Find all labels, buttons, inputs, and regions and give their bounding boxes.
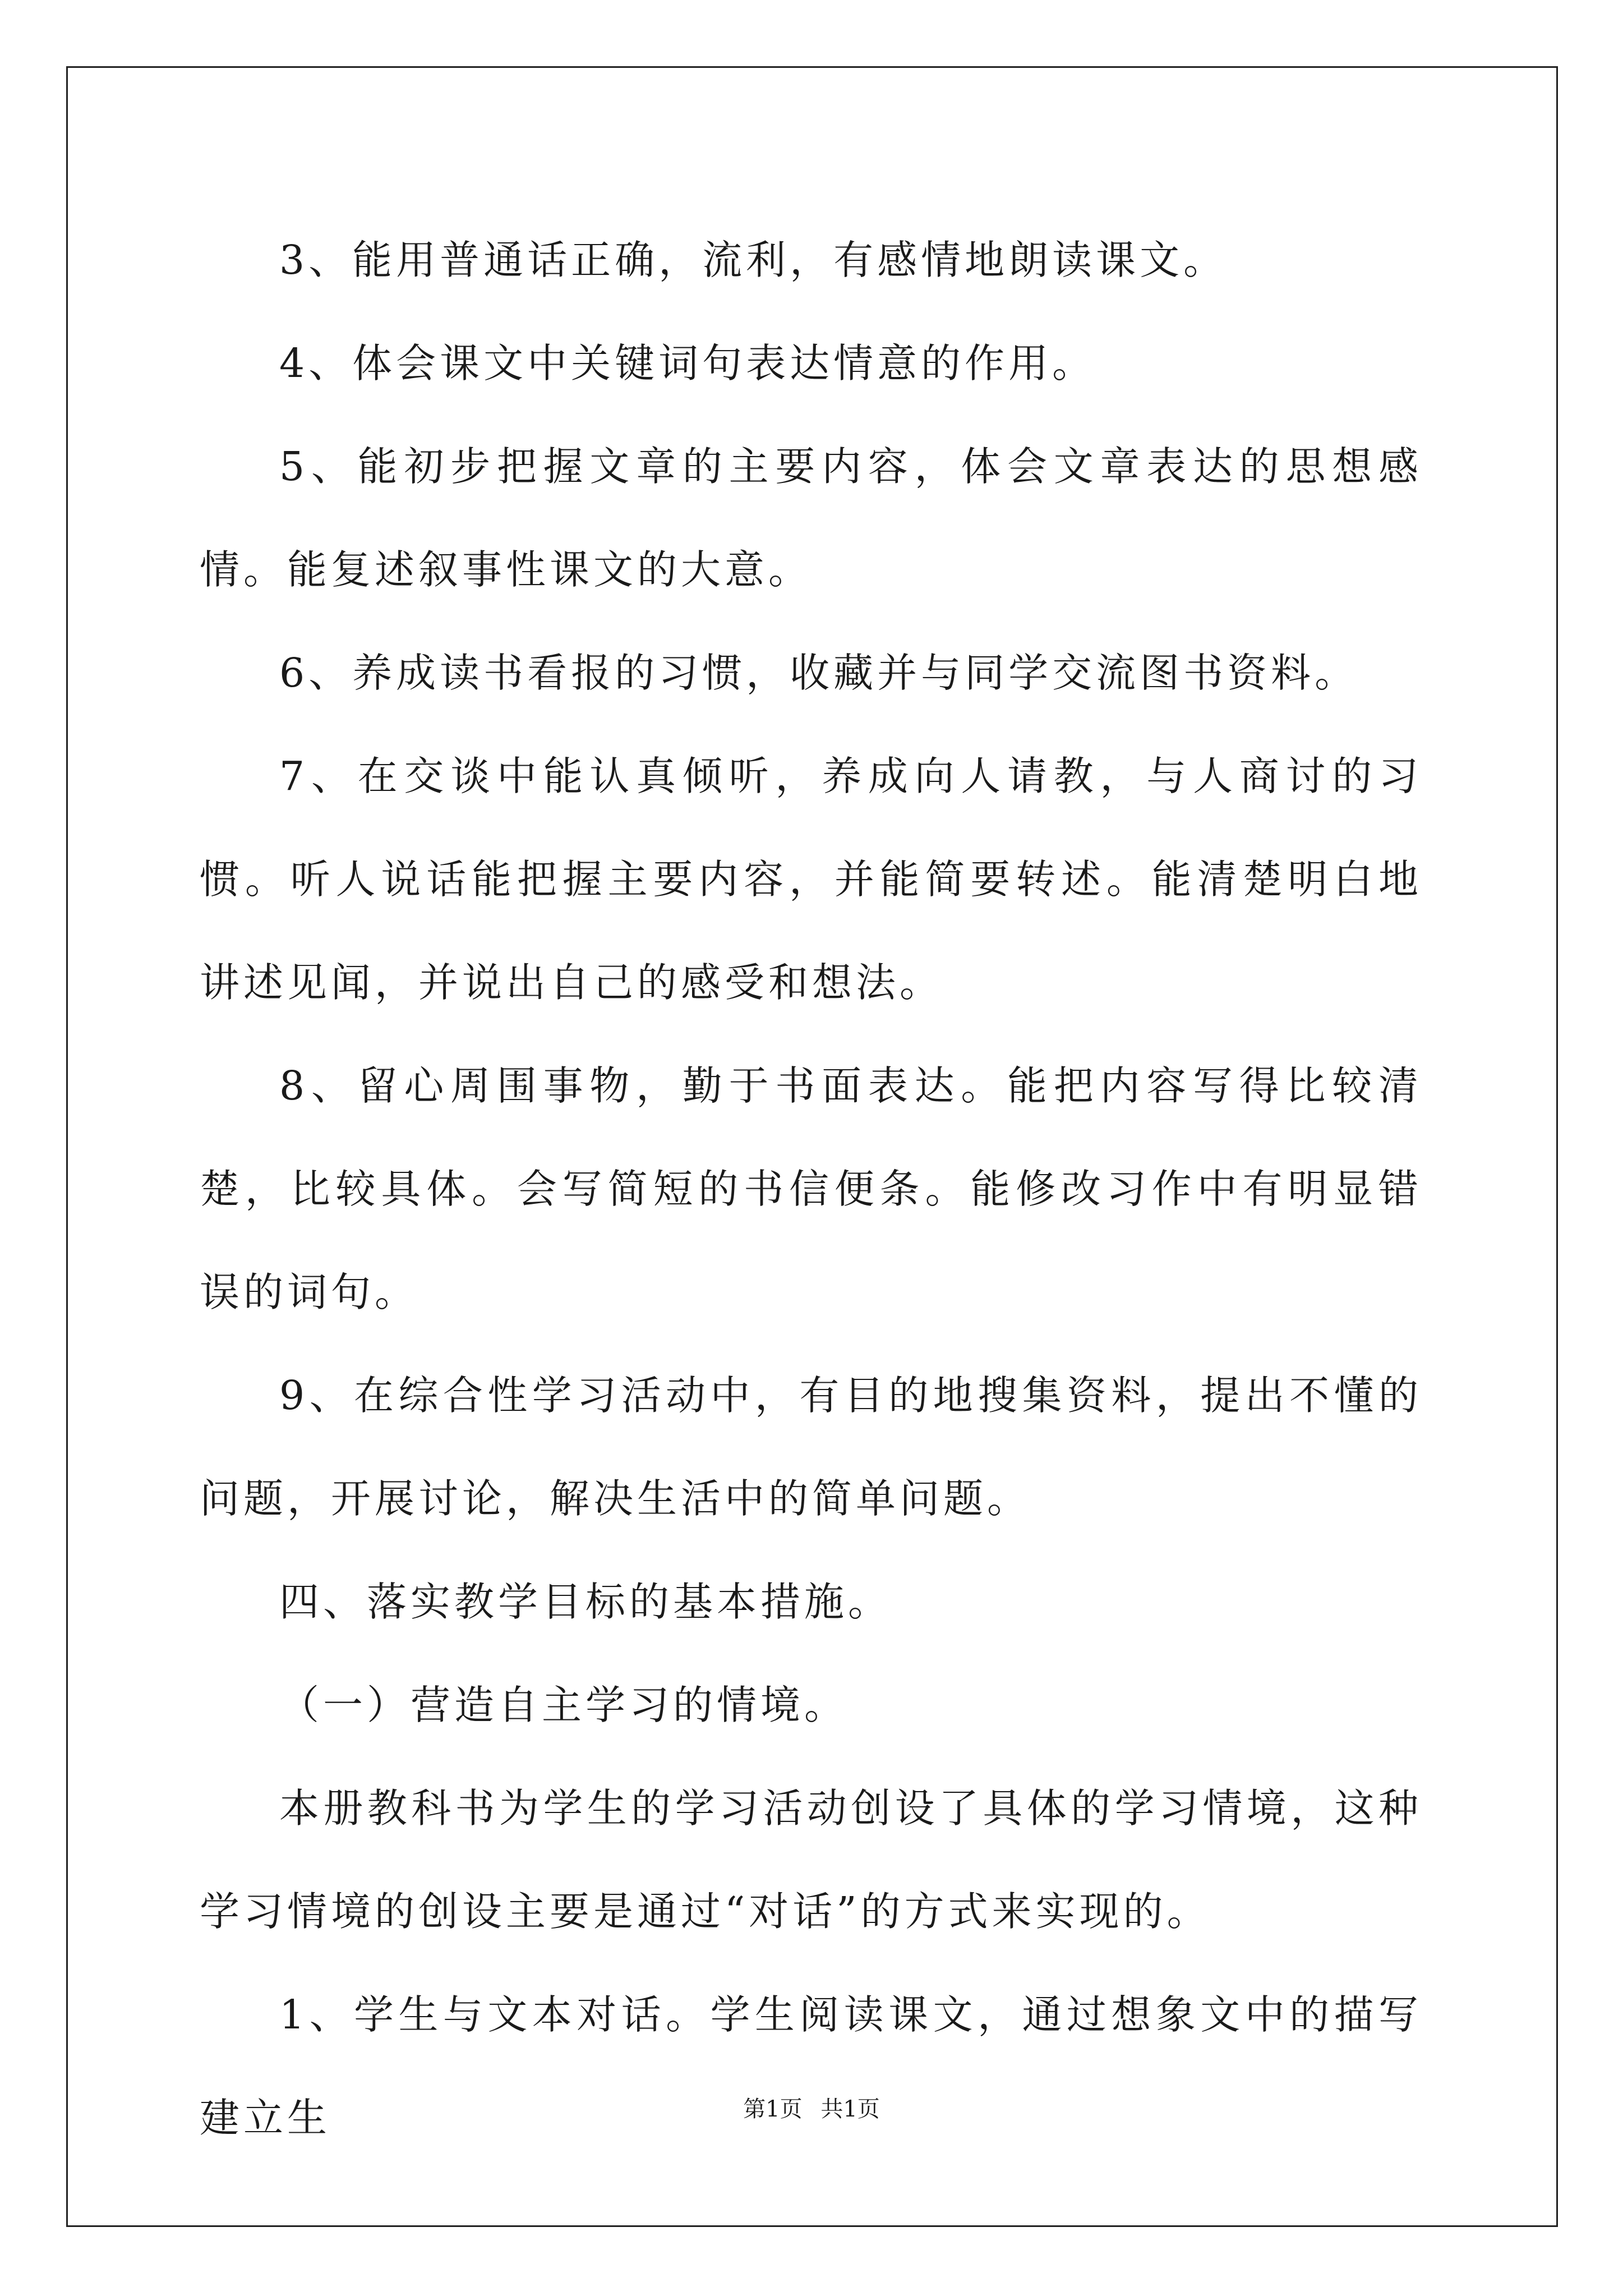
paragraph: 3、能用普通话正确，流利，有感情地朗读课文。 (279, 237, 1228, 283)
page-footer (0, 2091, 1623, 2123)
paragraph: 本册教科书为学生的学习活动创设了具体的学习情境，这种学习情境的创设主要是通过“对话”的方式来实现的。 (200, 1785, 1422, 1935)
paragraph: 1、学生与文本对话。学生阅读课文，通过想象文中的描写建立生 (200, 1991, 1422, 2141)
paragraph: 4、体会课文中关键词句表达情意的作用。 (279, 340, 1096, 386)
document-body (200, 209, 1422, 2170)
page-total: 共1页 (820, 2096, 880, 2122)
paragraph: 四、落实教学目标的基本措施。 (279, 1579, 892, 1625)
paragraph: （一）营造自主学习的情境。 (279, 1682, 849, 1728)
paragraph: 5、能初步把握文章的主要内容，体会文章表达的思想感情。能复述叙事性课文的大意。 (200, 443, 1422, 593)
paragraph: 8、留心周围事物，勤于书面表达。能把内容写得比较清楚，比较具体。会写简短的书信便条。能修改习作中有明显错误的词句。 (200, 1062, 1422, 1315)
page-number: 第1页 (743, 2096, 803, 2122)
paragraph: 6、养成读书看报的习惯，收藏并与同学交流图书资料。 (279, 650, 1359, 696)
paragraph: 7、在交谈中能认真倾听，养成向人请教，与人商讨的习惯。听人说话能把握主要内容，并能简要转述。能清楚明白地讲述见闻，并说出自己的感受和想法。 (200, 753, 1422, 1006)
paragraph: 9、在综合性学习活动中，有目的地搜集资料，提出不懂的问题，开展讨论，解决生活中的简单问题。 (200, 1372, 1422, 1522)
